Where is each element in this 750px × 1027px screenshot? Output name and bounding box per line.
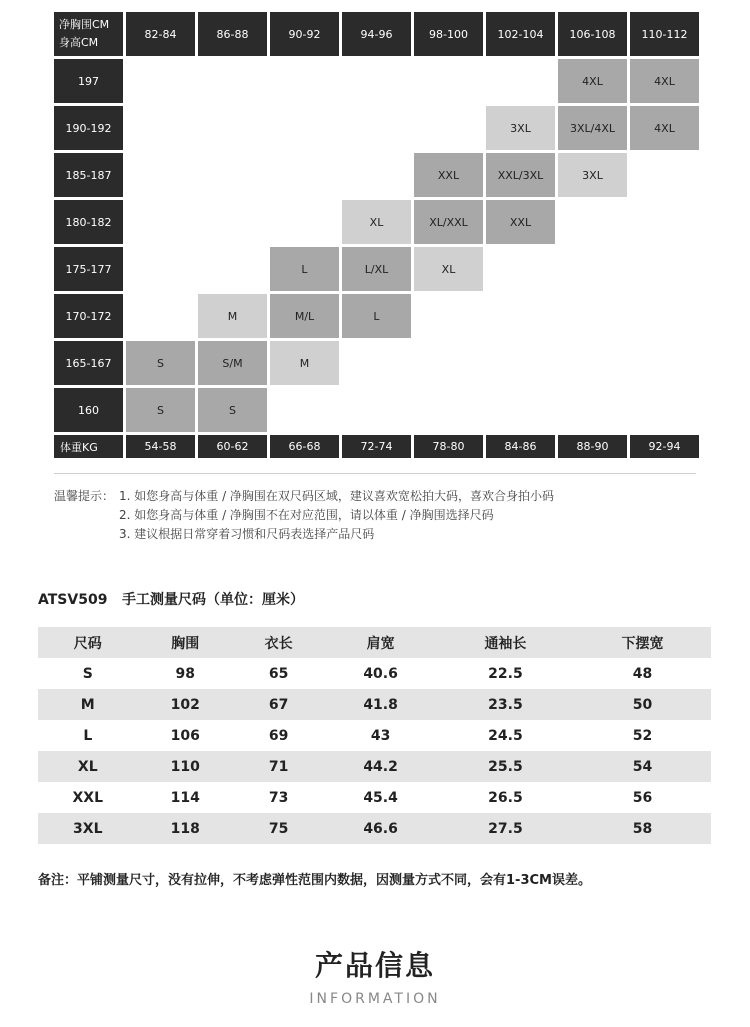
empty-cell xyxy=(558,388,627,432)
size-cell: S xyxy=(126,388,195,432)
column-header: 尺码 xyxy=(73,635,102,652)
grid-corner-header xyxy=(54,12,123,56)
size-cell: 3XL/4XL xyxy=(558,106,627,150)
empty-cell xyxy=(126,59,195,103)
table-cell: 48 xyxy=(632,665,653,682)
size-cell: L/XL xyxy=(342,247,411,291)
size-cell: XL xyxy=(342,200,411,244)
size-cell: XXL xyxy=(414,153,483,197)
table-cell: S xyxy=(82,665,93,682)
table-cell: 75 xyxy=(268,820,289,837)
table-row xyxy=(38,813,711,844)
empty-cell xyxy=(126,294,195,338)
size-cell: S/M xyxy=(198,341,267,385)
table-cell: 98 xyxy=(175,665,195,682)
corner-height-label: 身高CM xyxy=(59,36,99,49)
table-cell: 46.6 xyxy=(363,820,398,837)
empty-cell xyxy=(414,294,483,338)
table-row xyxy=(38,658,711,689)
empty-cell xyxy=(486,59,555,103)
table-cell: 118 xyxy=(170,820,200,837)
weight-label: 体重KG xyxy=(54,435,123,458)
size-cell: XL xyxy=(414,247,483,291)
chest-header: 94-96 xyxy=(342,12,411,56)
height-label: 165-167 xyxy=(54,341,123,385)
table-cell: 41.8 xyxy=(363,696,398,713)
empty-cell xyxy=(414,388,483,432)
empty-cell xyxy=(126,200,195,244)
weight-value: 66-68 xyxy=(270,435,339,458)
table-cell: 69 xyxy=(268,727,289,744)
column-header: 胸围 xyxy=(171,635,200,652)
table-header-row xyxy=(38,627,711,658)
height-label: 190-192 xyxy=(54,106,123,150)
empty-cell xyxy=(558,294,627,338)
table-cell: 44.2 xyxy=(363,758,398,775)
size-cell: L xyxy=(270,247,339,291)
table-cell: 56 xyxy=(632,789,653,806)
table-cell: XXL xyxy=(72,789,104,806)
size-cell: M/L xyxy=(270,294,339,338)
table-cell: M xyxy=(80,696,95,713)
table-cell: 25.5 xyxy=(488,758,523,775)
size-cell: 4XL xyxy=(630,59,699,103)
table-cell: 114 xyxy=(170,789,200,806)
empty-cell xyxy=(630,153,699,197)
empty-cell xyxy=(198,247,267,291)
table-cell: 73 xyxy=(268,789,289,806)
empty-cell xyxy=(126,106,195,150)
chest-header: 110-112 xyxy=(630,12,699,56)
table-cell: 43 xyxy=(370,727,391,744)
empty-cell xyxy=(558,341,627,385)
size-cell: 4XL xyxy=(558,59,627,103)
empty-cell xyxy=(558,200,627,244)
table-row xyxy=(38,751,711,782)
table-cell: 23.5 xyxy=(488,696,523,713)
empty-cell xyxy=(270,153,339,197)
empty-cell xyxy=(198,153,267,197)
empty-cell xyxy=(558,247,627,291)
weight-value: 84-86 xyxy=(486,435,555,458)
chest-header: 98-100 xyxy=(414,12,483,56)
empty-cell xyxy=(342,388,411,432)
table-cell: 3XL xyxy=(73,820,103,837)
empty-cell xyxy=(630,294,699,338)
table-row xyxy=(38,720,711,751)
table-cell: 24.5 xyxy=(488,727,523,744)
table-cell: 102 xyxy=(170,696,200,713)
table-cell: 26.5 xyxy=(488,789,523,806)
weight-value: 78-80 xyxy=(414,435,483,458)
empty-cell xyxy=(198,106,267,150)
empty-cell xyxy=(198,59,267,103)
empty-cell xyxy=(486,341,555,385)
height-label: 160 xyxy=(54,388,123,432)
chest-header: 106-108 xyxy=(558,12,627,56)
weight-value: 92-94 xyxy=(630,435,699,458)
size-cell: XXL/3XL xyxy=(486,153,555,197)
weight-value: 72-74 xyxy=(342,435,411,458)
column-header: 通袖长 xyxy=(484,635,527,652)
empty-cell xyxy=(630,200,699,244)
empty-cell xyxy=(414,341,483,385)
height-label: 185-187 xyxy=(54,153,123,197)
table-cell: 58 xyxy=(632,820,653,837)
empty-cell xyxy=(126,153,195,197)
table-row xyxy=(38,782,711,813)
size-cell: XL/XXL xyxy=(414,200,483,244)
empty-cell xyxy=(126,247,195,291)
size-grid xyxy=(54,12,699,479)
size-cell: 3XL xyxy=(486,106,555,150)
section-subtitle: INFORMATION xyxy=(309,991,441,1007)
chest-header: 102-104 xyxy=(486,12,555,56)
height-label: 180-182 xyxy=(54,200,123,244)
empty-cell xyxy=(342,106,411,150)
size-cell: L xyxy=(342,294,411,338)
empty-cell xyxy=(342,59,411,103)
corner-chest-label: 净胸围CM xyxy=(59,18,110,31)
height-label: 197 xyxy=(54,59,123,103)
empty-cell xyxy=(630,247,699,291)
table-cell: 40.6 xyxy=(363,665,398,682)
empty-cell xyxy=(414,106,483,150)
height-label: 170-172 xyxy=(54,294,123,338)
tip-line: 3. 建议根据日常穿着习惯和尺码表选择产品尺码 xyxy=(119,527,375,541)
table-cell: 71 xyxy=(268,758,289,775)
empty-cell xyxy=(486,247,555,291)
size-cell: S xyxy=(126,341,195,385)
tips-label: 温馨提示： xyxy=(54,489,115,503)
size-cell: 4XL xyxy=(630,106,699,150)
empty-cell xyxy=(342,341,411,385)
size-cell: M xyxy=(198,294,267,338)
table-cell: 110 xyxy=(170,758,200,775)
weight-value: 60-62 xyxy=(198,435,267,458)
empty-cell xyxy=(270,200,339,244)
empty-cell xyxy=(270,388,339,432)
size-cell: XXL xyxy=(486,200,555,244)
column-header: 肩宽 xyxy=(366,635,395,652)
size-cell: 3XL xyxy=(558,153,627,197)
empty-cell xyxy=(630,341,699,385)
size-cell: S xyxy=(198,388,267,432)
chest-header: 90-92 xyxy=(270,12,339,56)
divider xyxy=(54,473,696,474)
measure-table xyxy=(38,627,711,844)
table-cell: 54 xyxy=(632,758,653,775)
empty-cell xyxy=(270,106,339,150)
table-cell: L xyxy=(83,727,93,744)
section-title: 产品信息 xyxy=(314,949,435,982)
empty-cell xyxy=(486,388,555,432)
table-cell: 50 xyxy=(632,696,653,713)
tip-line: 1. 如您身高与体重 / 净胸围在双尺码区域，建议喜欢宽松拍大码，喜欢合身拍小码 xyxy=(119,489,554,503)
column-header: 衣长 xyxy=(264,635,293,652)
table-cell: XL xyxy=(77,758,98,775)
table-row xyxy=(38,689,711,720)
table-cell: 67 xyxy=(268,696,289,713)
weight-value: 54-58 xyxy=(126,435,195,458)
empty-cell xyxy=(198,200,267,244)
empty-cell xyxy=(270,59,339,103)
table-cell: 52 xyxy=(632,727,653,744)
empty-cell xyxy=(486,294,555,338)
tip-line: 2. 如您身高与体重 / 净胸围不在对应范围，请以体重 / 净胸围选择尺码 xyxy=(119,508,494,522)
tips-block xyxy=(54,487,554,544)
table-cell: 45.4 xyxy=(363,789,398,806)
table-cell: 65 xyxy=(268,665,289,682)
empty-cell xyxy=(414,59,483,103)
chest-header: 86-88 xyxy=(198,12,267,56)
weight-value: 88-90 xyxy=(558,435,627,458)
height-label: 175-177 xyxy=(54,247,123,291)
table-cell: 27.5 xyxy=(488,820,523,837)
table-cell: 22.5 xyxy=(488,665,523,682)
size-cell: M xyxy=(270,341,339,385)
chest-header: 82-84 xyxy=(126,12,195,56)
empty-cell xyxy=(342,153,411,197)
empty-cell xyxy=(630,388,699,432)
column-header: 下摆宽 xyxy=(621,635,664,652)
measurement-note: 备注：平铺测量尺寸，没有拉伸，不考虑弹性范围内数据，因测量方式不同，会有1-3CM误差。 xyxy=(38,873,591,888)
table-cell: 106 xyxy=(170,727,200,744)
measure-table-title: ATSV509 手工测量尺码（单位：厘米） xyxy=(38,592,305,608)
